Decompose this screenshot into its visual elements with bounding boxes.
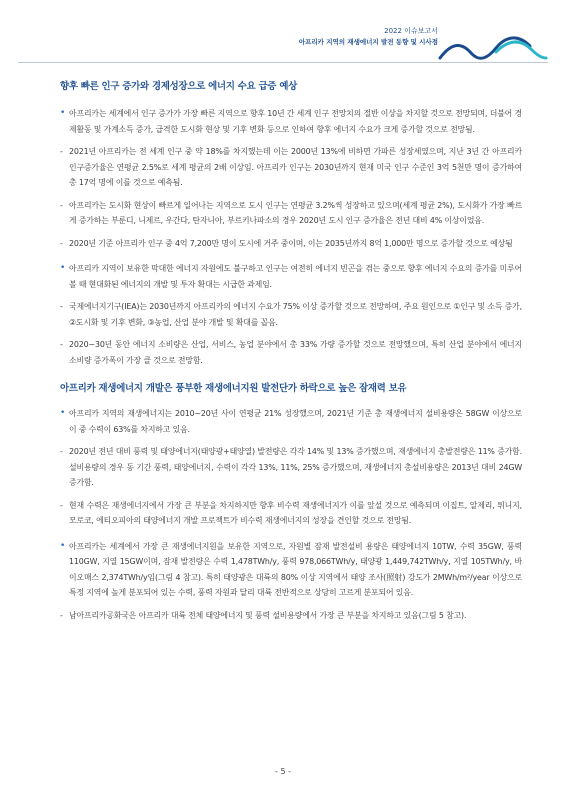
section-heading: 아프리카 재생에너지 개발은 풍부한 재생에너지원 발전단가 하락으로 높은 잠재력 보유 (60, 383, 407, 394)
dash-paragraph (60, 236, 522, 252)
bullet-paragraph (60, 261, 522, 292)
bullet-marker: • (60, 263, 66, 273)
header-text (299, 26, 438, 48)
page-number: - 5 - (275, 767, 291, 776)
dash-marker: - (60, 200, 63, 210)
dash-paragraph (60, 444, 522, 491)
dash-paragraph (60, 498, 522, 529)
dash-marker: - (60, 447, 63, 456)
section-heading: 향후 빠른 인구 증가와 경제성장으로 에너지 수요 급증 예상 (60, 81, 298, 92)
paragraph-text: 아프리카는 세계에서 인구 증가가 가장 빠른 지역으로 향후 10년 간 세계 인구 전망치의 절반 이상을 차지할 것으로 전망되며, 더불어 경제활동 및 가계소득 증가, 급격한 도시화 현상 및 기후 변화 등으로 인하여 향후 에너지 수요가 크게 증가할 것으로 전망됨. (69, 109, 522, 134)
paragraph-text: 2021년 아프리카는 전 세계 인구 중 약 18%를 차지했는데 이는 2000년 13%에 비하면 가파른 성장세였으며, 지난 3년 간 아프리카 인구증가율은 연평균 2.5%로 세계 평균의 2배 이상임. 아프리카 인구는 2030년까지 현재 미국 인구 수준인 3억 5천만 명이 증가하여 총 17억 명에 이를 것으로 예측됨. (69, 147, 522, 187)
paragraph-text: 아프리카는 도시화 현상이 빠르게 일어나는 지역으로 도시 인구는 연평균 3.2%씩 성장하고 있으며(세계 평균 2%), 도시화가 가장 빠르게 증가하는 부룬디, 니제르, 우간다, 탄자니아, 부르키나파소의 경우 2020년 도시 인구 증가율은 전년 대비 4% 이상이었음. (69, 200, 522, 225)
report-title: 2022 이슈보고서 (384, 27, 438, 35)
report-subtitle: 아프리카 지역의 재생에너지 발전 동향 및 시사점 (298, 38, 438, 46)
page-body (60, 74, 522, 630)
dash-paragraph (60, 608, 522, 624)
dash-marker: - (60, 340, 63, 349)
paragraph-text: 아프리카 지역이 보유한 막대한 에너지 자원에도 불구하고 인구는 여전히 에너지 빈곤을 겪는 중으로 향후 에너지 수요의 증가를 미루어 볼 때 현대화된 에너지의 개발 및 투자 확대는 시급한 과제임. (69, 264, 522, 289)
wave-logo (438, 28, 548, 64)
paragraph-text: 남아프리카공화국은 아프리카 대륙 전체 태양에너지 및 풍력 설비용량에서 가장 큰 부분을 차지하고 있음(그림 5 참고). (69, 610, 467, 620)
dash-paragraph (60, 144, 522, 191)
bullet-paragraph (60, 106, 522, 137)
paragraph-text: 아프리카는 세계에서 가장 큰 재생에너지원을 보유한 지역으로, 자원별 잠재 발전설비 용량은 태양에너지 10TW, 수력 35GW, 풍력 110GW, 지열 15GW이며, 잠재 발전량은 수력 1,478TWh/y, 풍력 978,066TWh/y, 태양광 1,449,742TWh/y, 지열 105TWh/y, 바이오매스 2,374TWh/y임(그림 4 참고). 특히 태양광은 대륙의 80% 이상 지역에서 태양 조사(照射) 강도가 2MWh/m²/year 이상으로 특정 지역에 높게 분포되어 있는 수력, 풍력 자원과 달리 대륙 전반적으로 상당히 고르게 분포되어 있음. (69, 541, 522, 597)
dash-paragraph (60, 337, 522, 368)
paragraph-text: 아프리카 지역의 재생에너지는 2010~20년 사이 연평균 21% 성장했으며, 2021년 기준 총 재생에너지 설비용량은 58GW 이상으로 이 중 수력이 63%를 차지하고 있음. (69, 409, 522, 434)
bullet-marker: • (60, 540, 66, 551)
bullet-marker: • (60, 408, 66, 418)
page-header (218, 26, 548, 66)
bullet-marker: • (60, 108, 66, 118)
dash-marker: - (60, 610, 63, 620)
paragraph-text: 현재 수력은 재생에너지에서 가장 큰 부분을 차지하지만 향후 비수력 재생에너지가 이를 앞설 것으로 예측되며 이집트, 알제리, 튀니지, 모로코, 에티오피아의 태양에너지 개발 프로젝트가 비수력 재생에너지의 성장을 견인할 것으로 전망됨. (69, 500, 522, 525)
paragraph-text: 국제에너지기구(IEA)는 2030년까지 아프리카의 에너지 수요가 75% 이상 증가할 것으로 전망하며, 주요 원인으로 ①인구 및 소득 증가, ②도시화 및 기후 변화, ③농업, 산업 분야 개발 및 확대를 꼽음. (69, 302, 522, 327)
paragraph-text: 2020년 전년 대비 풍력 및 태양에너지(태양광+태양열) 발전량은 각각 14% 및 13% 증가했으며, 재생에너지 총발전량은 11% 증가함. 설비용량의 경우 동 기간 풍력, 태양에너지, 수력이 각각 13%, 11%, 25% 증가했으며, 재생에너지 총설비용량은 2013년 대비 24GW 증가함. (69, 447, 522, 487)
header-divider (18, 62, 548, 63)
dash-paragraph (60, 299, 522, 330)
dash-paragraph (60, 198, 522, 229)
paragraph-text: 2020년 기준 아프리카 인구 중 4억 7,200만 명이 도시에 거주 중이며, 이는 2035년까지 8억 1,000만 명으로 증가할 것으로 예상됨 (69, 238, 513, 248)
bullet-paragraph (60, 539, 522, 601)
dash-marker: - (60, 302, 63, 311)
paragraph-text: 2020~30년 동안 에너지 소비량은 산업, 서비스, 농업 분야에서 총 33% 가량 증가할 것으로 전망했으며, 특히 산업 분야에서 에너지 소비량 증가폭이 가장 클 것으로 전망함. (69, 340, 522, 365)
bullet-paragraph (60, 406, 522, 437)
dash-marker: - (60, 500, 63, 510)
dash-marker: - (60, 238, 63, 248)
dash-marker: - (60, 147, 63, 156)
